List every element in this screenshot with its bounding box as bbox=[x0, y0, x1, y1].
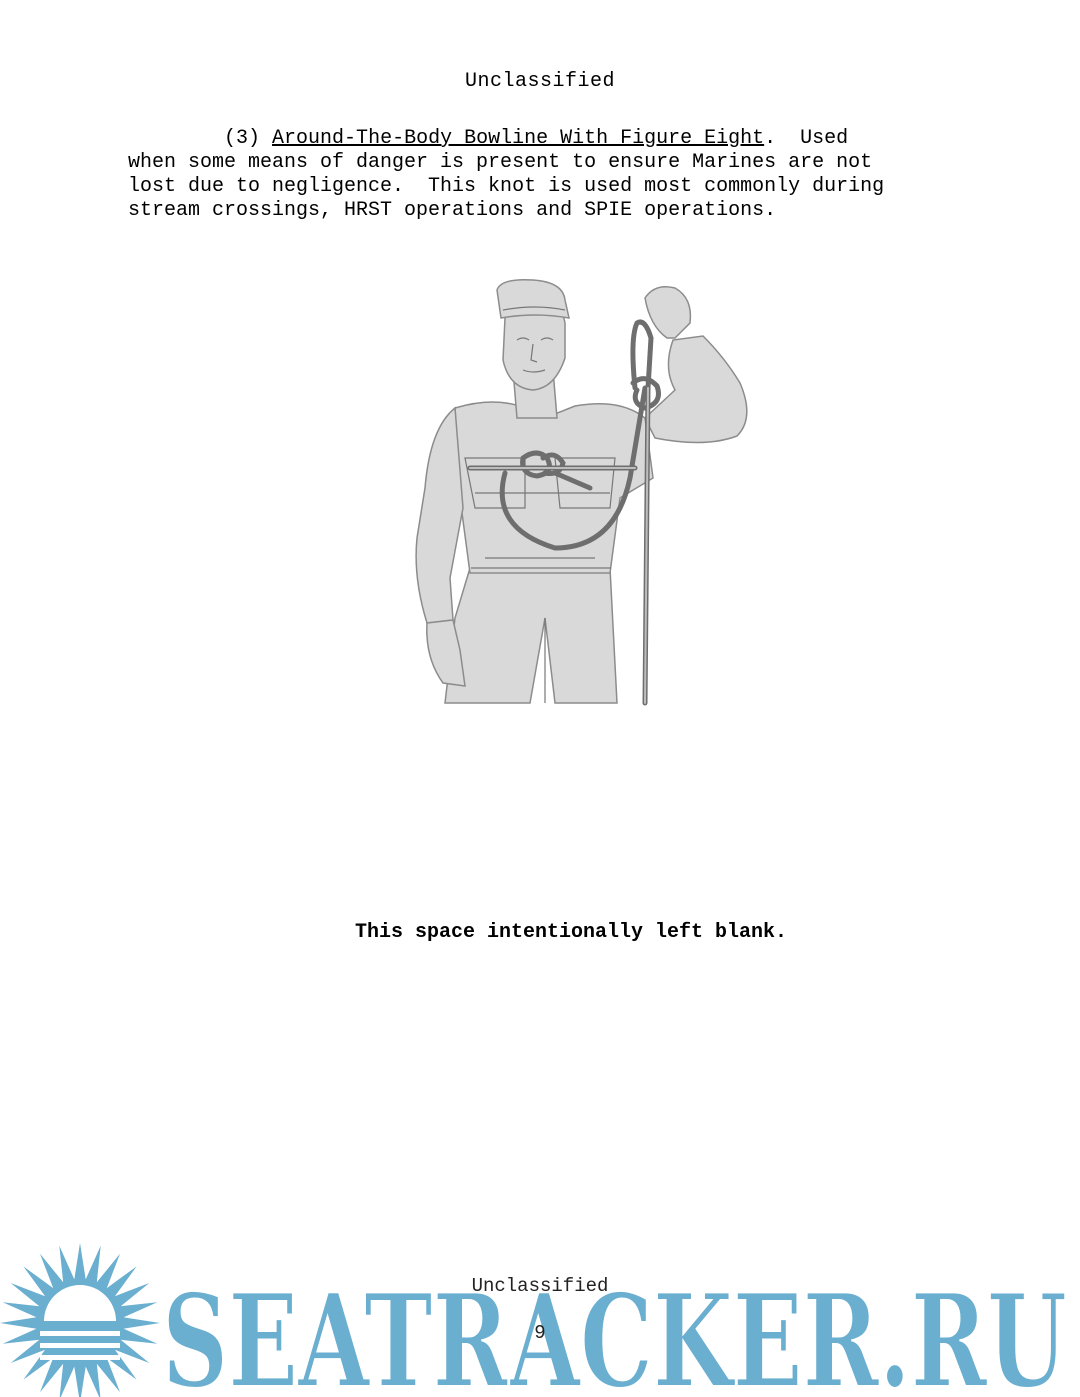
paragraph-number: (3) bbox=[224, 127, 261, 150]
blank-notice: This space intentionally left blank. bbox=[354, 921, 788, 944]
paragraph-line-4: stream crossings, HRST operations and SPIE operations. bbox=[128, 199, 777, 222]
paragraph bbox=[128, 127, 948, 223]
paragraph-title: Around-The-Body Bowline With Figure Eight bbox=[272, 127, 765, 150]
watermark bbox=[0, 1238, 1080, 1397]
bowline-illustration bbox=[405, 278, 765, 708]
paragraph-line-3: lost due to negligence. This knot is used most commonly during bbox=[128, 175, 885, 198]
paragraph-line-2: when some means of danger is present to ensure Marines are not bbox=[128, 151, 873, 174]
page-header: Unclassified bbox=[464, 70, 616, 93]
page-number: 9 bbox=[534, 1322, 546, 1344]
watermark-text: SEATRACKER.RU bbox=[162, 1267, 1067, 1397]
sun-logo-icon bbox=[0, 1243, 160, 1397]
paragraph-line-1: . Used bbox=[764, 127, 849, 150]
page-footer: Unclassified bbox=[471, 1275, 609, 1297]
